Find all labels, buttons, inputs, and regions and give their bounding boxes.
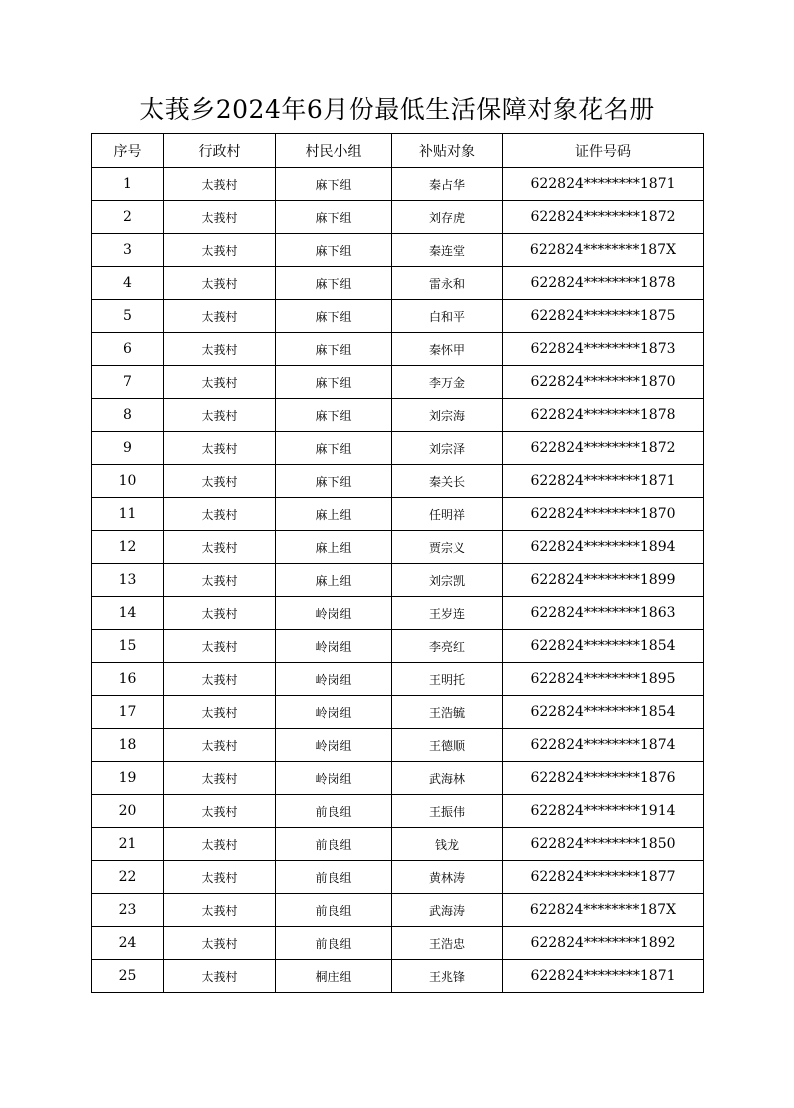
cell-id-number: 622824********1863 xyxy=(503,597,704,630)
cell-recipient-name: 王兆锋 xyxy=(392,960,503,993)
cell-recipient-name: 黄林涛 xyxy=(392,861,503,894)
cell-serial-number: 1 xyxy=(92,168,164,201)
table-row xyxy=(92,267,704,300)
cell-recipient-name: 贾宗义 xyxy=(392,531,503,564)
cell-id-number: 622824********1854 xyxy=(503,630,704,663)
cell-serial-number: 17 xyxy=(92,696,164,729)
header-administrative-village: 行政村 xyxy=(164,134,276,168)
cell-id-number: 622824********1899 xyxy=(503,564,704,597)
cell-serial-number: 4 xyxy=(92,267,164,300)
cell-id-number: 622824********1878 xyxy=(503,267,704,300)
cell-serial-number: 21 xyxy=(92,828,164,861)
cell-recipient-name: 王浩毓 xyxy=(392,696,503,729)
cell-village: 太莪村 xyxy=(164,498,276,531)
cell-villager-group: 岭岗组 xyxy=(276,696,392,729)
cell-serial-number: 16 xyxy=(92,663,164,696)
cell-villager-group: 岭岗组 xyxy=(276,762,392,795)
cell-villager-group: 麻上组 xyxy=(276,531,392,564)
cell-villager-group: 岭岗组 xyxy=(276,630,392,663)
table-row xyxy=(92,234,704,267)
cell-serial-number: 15 xyxy=(92,630,164,663)
cell-serial-number: 10 xyxy=(92,465,164,498)
cell-id-number: 622824********187X xyxy=(503,894,704,927)
cell-id-number: 622824********1850 xyxy=(503,828,704,861)
cell-village: 太莪村 xyxy=(164,564,276,597)
cell-villager-group: 岭岗组 xyxy=(276,663,392,696)
table-body xyxy=(92,168,704,993)
cell-serial-number: 18 xyxy=(92,729,164,762)
table-row xyxy=(92,762,704,795)
cell-id-number: 622824********1892 xyxy=(503,927,704,960)
table-row xyxy=(92,531,704,564)
cell-villager-group: 麻下组 xyxy=(276,234,392,267)
table-row xyxy=(92,663,704,696)
roster-table xyxy=(91,133,704,993)
cell-id-number: 622824********1895 xyxy=(503,663,704,696)
cell-recipient-name: 王浩忠 xyxy=(392,927,503,960)
table-row xyxy=(92,828,704,861)
table-row xyxy=(92,729,704,762)
cell-village: 太莪村 xyxy=(164,234,276,267)
cell-recipient-name: 李万金 xyxy=(392,366,503,399)
cell-recipient-name: 刘宗凯 xyxy=(392,564,503,597)
table-row xyxy=(92,564,704,597)
cell-serial-number: 11 xyxy=(92,498,164,531)
header-villager-group: 村民小组 xyxy=(276,134,392,168)
table-row xyxy=(92,333,704,366)
page-title: 太莪乡2024年6月份最低生活保障对象花名册 xyxy=(139,95,655,124)
cell-village: 太莪村 xyxy=(164,630,276,663)
cell-serial-number: 5 xyxy=(92,300,164,333)
table-row xyxy=(92,168,704,201)
cell-villager-group: 麻下组 xyxy=(276,201,392,234)
cell-village: 太莪村 xyxy=(164,432,276,465)
table-row xyxy=(92,201,704,234)
cell-village: 太莪村 xyxy=(164,531,276,564)
cell-villager-group: 麻下组 xyxy=(276,366,392,399)
cell-id-number: 622824********1875 xyxy=(503,300,704,333)
cell-village: 太莪村 xyxy=(164,828,276,861)
table-row xyxy=(92,399,704,432)
cell-serial-number: 8 xyxy=(92,399,164,432)
cell-recipient-name: 秦连堂 xyxy=(392,234,503,267)
header-id-number: 证件号码 xyxy=(503,134,704,168)
cell-id-number: 622824********1894 xyxy=(503,531,704,564)
table-row xyxy=(92,894,704,927)
cell-villager-group: 麻下组 xyxy=(276,399,392,432)
cell-village: 太莪村 xyxy=(164,168,276,201)
cell-villager-group: 麻下组 xyxy=(276,432,392,465)
cell-villager-group: 前良组 xyxy=(276,861,392,894)
cell-villager-group: 麻上组 xyxy=(276,564,392,597)
cell-serial-number: 7 xyxy=(92,366,164,399)
cell-serial-number: 20 xyxy=(92,795,164,828)
cell-village: 太莪村 xyxy=(164,201,276,234)
cell-village: 太莪村 xyxy=(164,795,276,828)
cell-village: 太莪村 xyxy=(164,927,276,960)
cell-villager-group: 桐庄组 xyxy=(276,960,392,993)
cell-recipient-name: 王岁连 xyxy=(392,597,503,630)
cell-id-number: 622824********1871 xyxy=(503,168,704,201)
cell-villager-group: 前良组 xyxy=(276,927,392,960)
cell-id-number: 622824********1872 xyxy=(503,201,704,234)
table-row xyxy=(92,927,704,960)
table-row xyxy=(92,696,704,729)
cell-villager-group: 麻下组 xyxy=(276,168,392,201)
cell-recipient-name: 秦占华 xyxy=(392,168,503,201)
cell-serial-number: 13 xyxy=(92,564,164,597)
cell-villager-group: 前良组 xyxy=(276,828,392,861)
cell-serial-number: 23 xyxy=(92,894,164,927)
cell-villager-group: 麻下组 xyxy=(276,465,392,498)
cell-villager-group: 前良组 xyxy=(276,795,392,828)
cell-village: 太莪村 xyxy=(164,300,276,333)
table-row xyxy=(92,465,704,498)
cell-serial-number: 24 xyxy=(92,927,164,960)
cell-recipient-name: 刘宗泽 xyxy=(392,432,503,465)
cell-village: 太莪村 xyxy=(164,597,276,630)
cell-recipient-name: 秦关长 xyxy=(392,465,503,498)
cell-villager-group: 麻下组 xyxy=(276,300,392,333)
table-row xyxy=(92,960,704,993)
table-row xyxy=(92,432,704,465)
cell-recipient-name: 李亮红 xyxy=(392,630,503,663)
cell-serial-number: 22 xyxy=(92,861,164,894)
cell-serial-number: 6 xyxy=(92,333,164,366)
cell-id-number: 622824********1854 xyxy=(503,696,704,729)
cell-recipient-name: 王振伟 xyxy=(392,795,503,828)
cell-villager-group: 岭岗组 xyxy=(276,729,392,762)
cell-id-number: 622824********187X xyxy=(503,234,704,267)
cell-recipient-name: 刘宗海 xyxy=(392,399,503,432)
cell-id-number: 622824********1874 xyxy=(503,729,704,762)
cell-id-number: 622824********1878 xyxy=(503,399,704,432)
cell-recipient-name: 武海林 xyxy=(392,762,503,795)
cell-village: 太莪村 xyxy=(164,465,276,498)
cell-recipient-name: 王德顺 xyxy=(392,729,503,762)
cell-village: 太莪村 xyxy=(164,696,276,729)
cell-village: 太莪村 xyxy=(164,267,276,300)
cell-village: 太莪村 xyxy=(164,663,276,696)
cell-recipient-name: 雷永和 xyxy=(392,267,503,300)
cell-villager-group: 麻下组 xyxy=(276,267,392,300)
cell-recipient-name: 任明祥 xyxy=(392,498,503,531)
cell-serial-number: 12 xyxy=(92,531,164,564)
header-subsidy-recipient: 补贴对象 xyxy=(392,134,503,168)
cell-village: 太莪村 xyxy=(164,960,276,993)
cell-recipient-name: 武海涛 xyxy=(392,894,503,927)
table-row xyxy=(92,795,704,828)
cell-village: 太莪村 xyxy=(164,762,276,795)
table-row xyxy=(92,630,704,663)
cell-id-number: 622824********1870 xyxy=(503,366,704,399)
cell-recipient-name: 刘存虎 xyxy=(392,201,503,234)
cell-recipient-name: 王明托 xyxy=(392,663,503,696)
cell-serial-number: 19 xyxy=(92,762,164,795)
cell-id-number: 622824********1871 xyxy=(503,465,704,498)
table-row xyxy=(92,300,704,333)
cell-village: 太莪村 xyxy=(164,894,276,927)
cell-id-number: 622824********1871 xyxy=(503,960,704,993)
cell-id-number: 622824********1877 xyxy=(503,861,704,894)
table-row xyxy=(92,597,704,630)
cell-serial-number: 2 xyxy=(92,201,164,234)
cell-villager-group: 前良组 xyxy=(276,894,392,927)
cell-village: 太莪村 xyxy=(164,729,276,762)
cell-id-number: 622824********1873 xyxy=(503,333,704,366)
cell-village: 太莪村 xyxy=(164,399,276,432)
table-header-row xyxy=(92,134,704,168)
cell-recipient-name: 白和平 xyxy=(392,300,503,333)
cell-recipient-name: 秦怀甲 xyxy=(392,333,503,366)
cell-id-number: 622824********1914 xyxy=(503,795,704,828)
cell-village: 太莪村 xyxy=(164,861,276,894)
table-row xyxy=(92,366,704,399)
cell-id-number: 622824********1870 xyxy=(503,498,704,531)
cell-village: 太莪村 xyxy=(164,366,276,399)
cell-id-number: 622824********1876 xyxy=(503,762,704,795)
table-row xyxy=(92,498,704,531)
cell-serial-number: 3 xyxy=(92,234,164,267)
cell-village: 太莪村 xyxy=(164,333,276,366)
cell-villager-group: 岭岗组 xyxy=(276,597,392,630)
header-serial-number: 序号 xyxy=(92,134,164,168)
cell-serial-number: 14 xyxy=(92,597,164,630)
cell-villager-group: 麻上组 xyxy=(276,498,392,531)
cell-villager-group: 麻下组 xyxy=(276,333,392,366)
cell-serial-number: 9 xyxy=(92,432,164,465)
cell-serial-number: 25 xyxy=(92,960,164,993)
table-row xyxy=(92,861,704,894)
cell-id-number: 622824********1872 xyxy=(503,432,704,465)
cell-recipient-name: 钱龙 xyxy=(392,828,503,861)
